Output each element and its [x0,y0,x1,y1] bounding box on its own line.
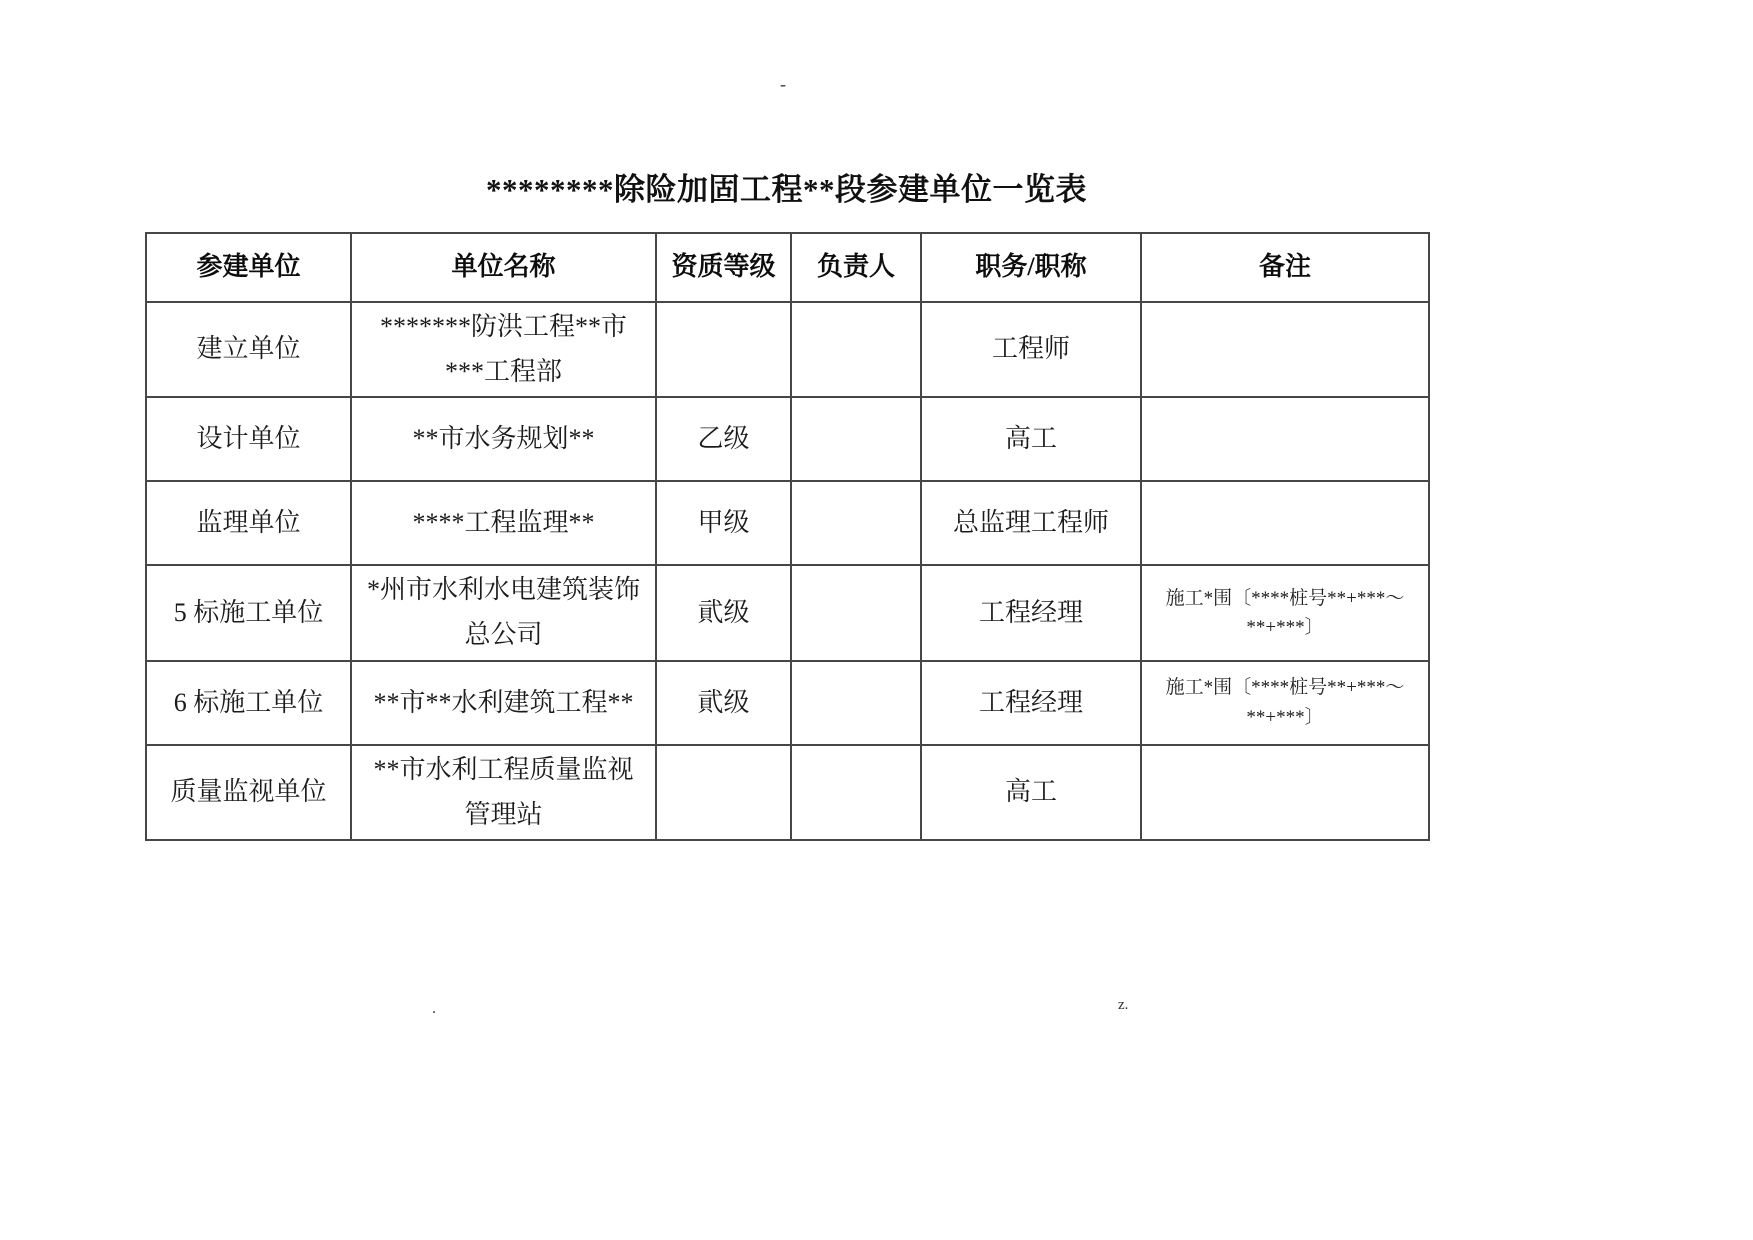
participating-units-table [145,232,1430,841]
cell-remark: 施工*围〔****桩号**+***～**+***〕 [1141,565,1429,660]
table-row [146,661,1429,745]
cell-unit-name: *******防洪工程**市***工程部 [351,302,656,397]
cell-qualification: 貮级 [656,661,791,745]
cell-qualification: 貮级 [656,565,791,660]
cell-unit-name: **市水务规划** [351,397,656,481]
cell-unit-type: 质量监视单位 [146,745,351,840]
column-header-5: 备注 [1141,233,1429,302]
cell-job-title: 高工 [921,745,1141,840]
cell-job-title: 工程经理 [921,565,1141,660]
cell-remark [1141,481,1429,565]
column-header-4: 职务/职称 [921,233,1141,302]
table-row [146,481,1429,565]
cell-unit-type: 6 标施工单位 [146,661,351,745]
cell-qualification: 甲级 [656,481,791,565]
cell-remark [1141,397,1429,481]
cell-job-title: 工程师 [921,302,1141,397]
cell-qualification: 乙级 [656,397,791,481]
cell-job-title: 高工 [921,397,1141,481]
cell-leader [791,745,921,840]
table-row [146,745,1429,840]
cell-unit-type: 5 标施工单位 [146,565,351,660]
cell-unit-name: **市**水利建筑工程** [351,661,656,745]
bottom-left-page-mark: . [432,1000,436,1017]
cell-qualification [656,745,791,840]
cell-qualification [656,302,791,397]
cell-remark [1141,302,1429,397]
cell-remark: 施工*围〔****桩号**+***～**+***〕 [1141,661,1429,745]
table-row [146,397,1429,481]
column-header-1: 单位名称 [351,233,656,302]
document-title: ********除险加固工程**段参建单位一览表 [486,172,1087,207]
cell-job-title: 总监理工程师 [921,481,1141,565]
cell-unit-type: 监理单位 [146,481,351,565]
cell-unit-name: **市水利工程质量监视管理站 [351,745,656,840]
cell-leader [791,397,921,481]
cell-leader [791,661,921,745]
column-header-0: 参建单位 [146,233,351,302]
bottom-right-page-mark: z. [1118,997,1129,1013]
cell-leader [791,565,921,660]
cell-remark [1141,745,1429,840]
table-header-row [146,233,1429,302]
cell-leader [791,302,921,397]
table-row [146,565,1429,660]
cell-unit-type: 设计单位 [146,397,351,481]
top-page-mark: - [780,74,786,94]
cell-job-title: 工程经理 [921,661,1141,745]
cell-unit-name: ****工程监理** [351,481,656,565]
column-header-3: 负责人 [791,233,921,302]
cell-unit-type: 建立单位 [146,302,351,397]
column-header-2: 资质等级 [656,233,791,302]
cell-leader [791,481,921,565]
cell-unit-name: *州市水利水电建筑装饰总公司 [351,565,656,660]
table-row [146,302,1429,397]
